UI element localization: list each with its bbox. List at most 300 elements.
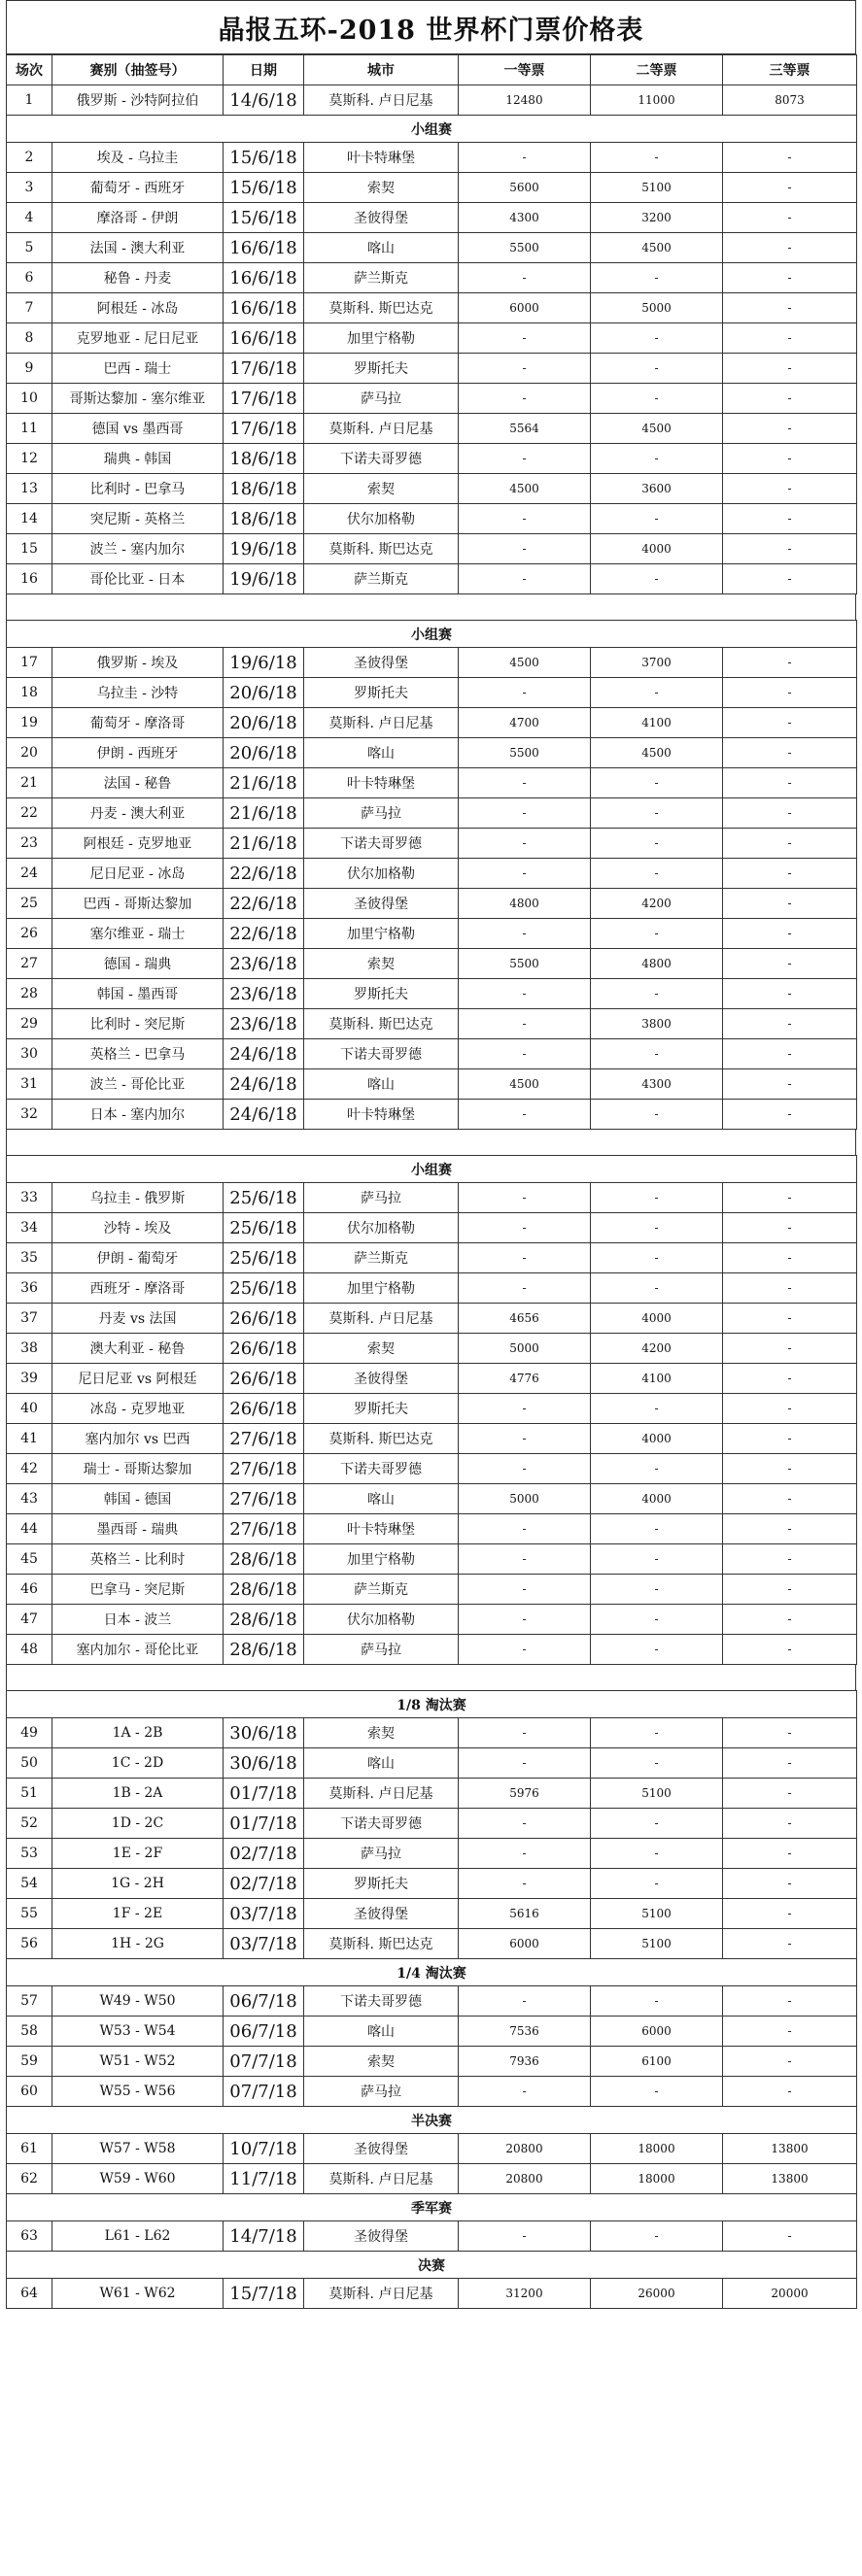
cell-city: 索契 (304, 1334, 459, 1364)
cell-third-class-price: - (723, 859, 857, 889)
cell-second-class-price: - (591, 1394, 723, 1424)
cell-fixture: 葡萄牙 - 摩洛哥 (52, 708, 224, 738)
cell-first-class-price: 4500 (459, 648, 591, 678)
cell-fixture: 俄罗斯 - 沙特阿拉伯 (52, 85, 224, 116)
cell-first-class-price: 12480 (459, 85, 591, 116)
cell-first-class-price: 5976 (459, 1779, 591, 1809)
cell-first-class-price: - (459, 1718, 591, 1748)
section-row (7, 621, 857, 648)
cell-match-number: 44 (7, 1514, 52, 1544)
cell-match-number: 29 (7, 1009, 52, 1039)
table-row (7, 2077, 857, 2107)
column-header-fixture: 赛别（抽签号） (52, 55, 224, 85)
cell-city: 莫斯科. 斯巴达克 (304, 534, 459, 564)
cell-date: 10/7/18 (224, 2134, 304, 2164)
cell-city: 叶卡特琳堡 (304, 143, 459, 173)
cell-third-class-price: - (723, 738, 857, 768)
cell-date: 15/6/18 (224, 143, 304, 173)
cell-match-number: 19 (7, 708, 52, 738)
cell-match-number: 41 (7, 1424, 52, 1454)
cell-match-number: 30 (7, 1039, 52, 1069)
table-row (7, 1986, 857, 2017)
cell-date: 07/7/18 (224, 2077, 304, 2107)
column-header-match-number: 场次 (7, 55, 52, 85)
cell-second-class-price: - (591, 1273, 723, 1304)
table-row (7, 1424, 857, 1454)
cell-fixture: 尼日尼亚 - 冰岛 (52, 859, 224, 889)
cell-second-class-price: - (591, 1514, 723, 1544)
cell-first-class-price: - (459, 1514, 591, 1544)
page-title: 晶报五环-2018 世界杯门票价格表 (6, 0, 856, 54)
cell-date: 19/6/18 (224, 648, 304, 678)
cell-city: 罗斯托夫 (304, 354, 459, 384)
cell-first-class-price: 5000 (459, 1484, 591, 1514)
cell-third-class-price: - (723, 534, 857, 564)
cell-city: 圣彼得堡 (304, 648, 459, 678)
cell-match-number: 49 (7, 1718, 52, 1748)
cell-date: 27/6/18 (224, 1484, 304, 1514)
cell-second-class-price: - (591, 2221, 723, 2252)
cell-date: 01/7/18 (224, 1809, 304, 1839)
cell-second-class-price: 3700 (591, 648, 723, 678)
column-header-second-class-price: 二等票 (591, 55, 723, 85)
cell-first-class-price: - (459, 1424, 591, 1454)
cell-match-number: 17 (7, 648, 52, 678)
cell-first-class-price: - (459, 564, 591, 594)
cell-fixture: 1A - 2B (52, 1718, 224, 1748)
cell-first-class-price: - (459, 1575, 591, 1605)
cell-third-class-price: - (723, 1100, 857, 1130)
cell-second-class-price: - (591, 504, 723, 534)
cell-date: 30/6/18 (224, 1748, 304, 1779)
table-row (7, 203, 857, 233)
cell-third-class-price: - (723, 708, 857, 738)
table-row (7, 1809, 857, 1839)
cell-date: 28/6/18 (224, 1605, 304, 1635)
cell-fixture: 1C - 2D (52, 1748, 224, 1779)
cell-fixture: 塞内加尔 vs 巴西 (52, 1424, 224, 1454)
cell-city: 莫斯科. 卢日尼基 (304, 1304, 459, 1334)
column-header-city: 城市 (304, 55, 459, 85)
cell-fixture: 秘鲁 - 丹麦 (52, 263, 224, 293)
cell-second-class-price: - (591, 323, 723, 354)
table-row (7, 1394, 857, 1424)
cell-first-class-price: - (459, 384, 591, 414)
cell-city: 叶卡特琳堡 (304, 768, 459, 798)
cell-second-class-price: 4100 (591, 1364, 723, 1394)
cell-match-number: 26 (7, 919, 52, 949)
cell-city: 加里宁格勒 (304, 323, 459, 354)
cell-match-number: 23 (7, 829, 52, 859)
cell-first-class-price: 20800 (459, 2164, 591, 2194)
cell-first-class-price: 31200 (459, 2279, 591, 2309)
cell-date: 06/7/18 (224, 1986, 304, 2017)
cell-city: 萨马拉 (304, 798, 459, 829)
cell-third-class-price: - (723, 1718, 857, 1748)
cell-fixture: 冰岛 - 克罗地亚 (52, 1394, 224, 1424)
cell-date: 19/6/18 (224, 564, 304, 594)
cell-first-class-price: - (459, 143, 591, 173)
cell-second-class-price: - (591, 1869, 723, 1899)
cell-first-class-price: 4500 (459, 474, 591, 504)
table-row (7, 323, 857, 354)
cell-city: 喀山 (304, 2017, 459, 2047)
cell-third-class-price: - (723, 1514, 857, 1544)
cell-second-class-price: 4300 (591, 1069, 723, 1100)
cell-city: 圣彼得堡 (304, 889, 459, 919)
cell-fixture: 德国 - 瑞典 (52, 949, 224, 979)
cell-fixture: 巴拿马 - 突尼斯 (52, 1575, 224, 1605)
cell-match-number: 21 (7, 768, 52, 798)
cell-third-class-price: - (723, 2221, 857, 2252)
cell-date: 30/6/18 (224, 1718, 304, 1748)
table-row (7, 233, 857, 263)
cell-first-class-price: 5600 (459, 173, 591, 203)
cell-first-class-price: 4700 (459, 708, 591, 738)
cell-date: 21/6/18 (224, 798, 304, 829)
cell-first-class-price: 6000 (459, 293, 591, 323)
price-tables (6, 54, 856, 2309)
cell-second-class-price: - (591, 564, 723, 594)
section-row (7, 2194, 857, 2221)
cell-city: 加里宁格勒 (304, 1544, 459, 1575)
cell-first-class-price: - (459, 1243, 591, 1273)
cell-match-number: 15 (7, 534, 52, 564)
cell-second-class-price: - (591, 263, 723, 293)
cell-fixture: 伊朗 - 西班牙 (52, 738, 224, 768)
cell-date: 27/6/18 (224, 1454, 304, 1484)
cell-first-class-price: 5000 (459, 1334, 591, 1364)
cell-second-class-price: 3800 (591, 1009, 723, 1039)
cell-city: 伏尔加格勒 (304, 859, 459, 889)
cell-match-number: 8 (7, 323, 52, 354)
cell-second-class-price: - (591, 444, 723, 474)
section-row (7, 1959, 857, 1986)
cell-city: 莫斯科. 卢日尼基 (304, 414, 459, 444)
cell-fixture: W55 - W56 (52, 2077, 224, 2107)
cell-third-class-price: - (723, 1839, 857, 1869)
cell-third-class-price: - (723, 768, 857, 798)
cell-city: 下诺夫哥罗德 (304, 1039, 459, 1069)
cell-third-class-price: - (723, 1605, 857, 1635)
cell-city: 圣彼得堡 (304, 2221, 459, 2252)
cell-city: 莫斯科. 卢日尼基 (304, 1779, 459, 1809)
cell-third-class-price: - (723, 1394, 857, 1424)
cell-match-number: 12 (7, 444, 52, 474)
price-table (6, 1155, 857, 1665)
cell-second-class-price: 4100 (591, 708, 723, 738)
cell-second-class-price: 3200 (591, 203, 723, 233)
cell-city: 加里宁格勒 (304, 919, 459, 949)
cell-second-class-price: - (591, 1100, 723, 1130)
cell-match-number: 22 (7, 798, 52, 829)
cell-city: 喀山 (304, 1069, 459, 1100)
cell-fixture: 韩国 - 德国 (52, 1484, 224, 1514)
cell-city: 伏尔加格勒 (304, 1605, 459, 1635)
cell-first-class-price: 5500 (459, 738, 591, 768)
cell-fixture: 俄罗斯 - 埃及 (52, 648, 224, 678)
cell-fixture: 乌拉圭 - 沙特 (52, 678, 224, 708)
cell-match-number: 46 (7, 1575, 52, 1605)
cell-date: 02/7/18 (224, 1839, 304, 1869)
cell-date: 15/7/18 (224, 2279, 304, 2309)
cell-city: 萨兰斯克 (304, 1575, 459, 1605)
cell-fixture: 尼日尼亚 vs 阿根廷 (52, 1364, 224, 1394)
cell-city: 莫斯科. 斯巴达克 (304, 293, 459, 323)
section-title: 季军赛 (7, 2194, 857, 2221)
table-row (7, 1929, 857, 1959)
table-row (7, 2134, 857, 2164)
cell-city: 索契 (304, 949, 459, 979)
cell-fixture: 法国 - 澳大利亚 (52, 233, 224, 263)
cell-match-number: 54 (7, 1869, 52, 1899)
cell-match-number: 25 (7, 889, 52, 919)
cell-fixture: W59 - W60 (52, 2164, 224, 2194)
cell-date: 27/6/18 (224, 1424, 304, 1454)
cell-match-number: 31 (7, 1069, 52, 1100)
cell-fixture: 韩国 - 墨西哥 (52, 979, 224, 1009)
cell-fixture: 波兰 - 塞内加尔 (52, 534, 224, 564)
section-row (7, 2252, 857, 2279)
section-row (7, 1156, 857, 1183)
table-row (7, 648, 857, 678)
cell-match-number: 10 (7, 384, 52, 414)
table-row (7, 534, 857, 564)
cell-fixture: 乌拉圭 - 俄罗斯 (52, 1183, 224, 1213)
cell-first-class-price: 7936 (459, 2047, 591, 2077)
table-row (7, 1213, 857, 1243)
table-row (7, 1069, 857, 1100)
cell-date: 17/6/18 (224, 384, 304, 414)
table-row (7, 1779, 857, 1809)
cell-date: 15/6/18 (224, 203, 304, 233)
cell-city: 罗斯托夫 (304, 979, 459, 1009)
cell-first-class-price: - (459, 1635, 591, 1665)
cell-third-class-price: - (723, 564, 857, 594)
cell-match-number: 51 (7, 1779, 52, 1809)
cell-fixture: 巴西 - 瑞士 (52, 354, 224, 384)
cell-date: 23/6/18 (224, 979, 304, 1009)
cell-fixture: 埃及 - 乌拉圭 (52, 143, 224, 173)
cell-first-class-price: 7536 (459, 2017, 591, 2047)
section-title: 决赛 (7, 2252, 857, 2279)
cell-date: 22/6/18 (224, 859, 304, 889)
cell-fixture: L61 - L62 (52, 2221, 224, 2252)
cell-date: 18/6/18 (224, 444, 304, 474)
section-title: 小组赛 (7, 1156, 857, 1183)
cell-first-class-price: - (459, 504, 591, 534)
cell-date: 18/6/18 (224, 474, 304, 504)
cell-city: 喀山 (304, 1748, 459, 1779)
cell-third-class-price: - (723, 889, 857, 919)
cell-date: 28/6/18 (224, 1544, 304, 1575)
cell-second-class-price: 4500 (591, 738, 723, 768)
cell-first-class-price: 4500 (459, 1069, 591, 1100)
cell-city: 萨兰斯克 (304, 1243, 459, 1273)
table-row (7, 1183, 857, 1213)
cell-second-class-price: 4800 (591, 949, 723, 979)
table-row (7, 2017, 857, 2047)
cell-date: 20/6/18 (224, 738, 304, 768)
table-row (7, 1100, 857, 1130)
table-row (7, 1575, 857, 1605)
cell-fixture: 克罗地亚 - 尼日尼亚 (52, 323, 224, 354)
section-row (7, 2107, 857, 2134)
cell-first-class-price: - (459, 1394, 591, 1424)
cell-fixture: 丹麦 vs 法国 (52, 1304, 224, 1334)
cell-city: 下诺夫哥罗德 (304, 829, 459, 859)
cell-match-number: 33 (7, 1183, 52, 1213)
cell-match-number: 20 (7, 738, 52, 768)
cell-date: 14/6/18 (224, 85, 304, 116)
cell-match-number: 50 (7, 1748, 52, 1779)
cell-third-class-price: 13800 (723, 2134, 857, 2164)
cell-second-class-price: - (591, 1575, 723, 1605)
table-row (7, 1304, 857, 1334)
cell-date: 06/7/18 (224, 2017, 304, 2047)
table-row (7, 738, 857, 768)
cell-city: 叶卡特琳堡 (304, 1514, 459, 1544)
cell-first-class-price: - (459, 678, 591, 708)
table-row (7, 354, 857, 384)
cell-date: 25/6/18 (224, 1183, 304, 1213)
cell-third-class-price: - (723, 1635, 857, 1665)
cell-first-class-price: - (459, 444, 591, 474)
cell-second-class-price: 6100 (591, 2047, 723, 2077)
cell-first-class-price: - (459, 979, 591, 1009)
table-row (7, 1514, 857, 1544)
cell-fixture: 摩洛哥 - 伊朗 (52, 203, 224, 233)
cell-fixture: 墨西哥 - 瑞典 (52, 1514, 224, 1544)
cell-match-number: 59 (7, 2047, 52, 2077)
cell-fixture: W57 - W58 (52, 2134, 224, 2164)
cell-city: 萨马拉 (304, 384, 459, 414)
cell-fixture: 塞尔维亚 - 瑞士 (52, 919, 224, 949)
cell-match-number: 36 (7, 1273, 52, 1304)
cell-first-class-price: 6000 (459, 1929, 591, 1959)
table-row (7, 1009, 857, 1039)
cell-third-class-price: - (723, 354, 857, 384)
cell-date: 07/7/18 (224, 2047, 304, 2077)
cell-first-class-price: 4776 (459, 1364, 591, 1394)
ticket-price-sheet (6, 0, 856, 2309)
cell-first-class-price: - (459, 768, 591, 798)
cell-first-class-price: - (459, 1809, 591, 1839)
cell-second-class-price: 5100 (591, 173, 723, 203)
cell-fixture: 1F - 2E (52, 1899, 224, 1929)
cell-second-class-price: - (591, 1635, 723, 1665)
cell-date: 19/6/18 (224, 534, 304, 564)
cell-third-class-price: - (723, 1484, 857, 1514)
table-row (7, 1334, 857, 1364)
cell-third-class-price: - (723, 203, 857, 233)
cell-first-class-price: 5500 (459, 949, 591, 979)
cell-first-class-price: - (459, 1986, 591, 2017)
cell-third-class-price: 20000 (723, 2279, 857, 2309)
cell-second-class-price: - (591, 1454, 723, 1484)
cell-second-class-price: - (591, 919, 723, 949)
cell-third-class-price: - (723, 829, 857, 859)
cell-third-class-price: - (723, 2077, 857, 2107)
cell-date: 02/7/18 (224, 1869, 304, 1899)
cell-city: 莫斯科. 卢日尼基 (304, 85, 459, 116)
cell-second-class-price: 4500 (591, 414, 723, 444)
column-header-date: 日期 (224, 55, 304, 85)
cell-fixture: 沙特 - 埃及 (52, 1213, 224, 1243)
cell-third-class-price: - (723, 2017, 857, 2047)
cell-first-class-price: - (459, 1454, 591, 1484)
cell-second-class-price: - (591, 768, 723, 798)
cell-city: 圣彼得堡 (304, 203, 459, 233)
cell-match-number: 39 (7, 1364, 52, 1394)
cell-third-class-price: - (723, 1273, 857, 1304)
price-table (6, 620, 857, 1130)
cell-third-class-price: - (723, 1899, 857, 1929)
table-row (7, 2047, 857, 2077)
price-table (6, 54, 857, 594)
cell-first-class-price: - (459, 1009, 591, 1039)
cell-match-number: 28 (7, 979, 52, 1009)
table-row (7, 2221, 857, 2252)
cell-third-class-price: - (723, 1334, 857, 1364)
cell-second-class-price: - (591, 979, 723, 1009)
cell-third-class-price: - (723, 143, 857, 173)
table-gap (6, 1130, 856, 1155)
cell-fixture: 英格兰 - 巴拿马 (52, 1039, 224, 1069)
column-header-third-class-price: 三等票 (723, 55, 857, 85)
cell-third-class-price: - (723, 1809, 857, 1839)
cell-match-number: 6 (7, 263, 52, 293)
cell-city: 圣彼得堡 (304, 1364, 459, 1394)
section-title: 小组赛 (7, 116, 857, 143)
cell-second-class-price: 5100 (591, 1929, 723, 1959)
cell-second-class-price: - (591, 1243, 723, 1273)
cell-first-class-price: 4800 (459, 889, 591, 919)
cell-date: 24/6/18 (224, 1100, 304, 1130)
cell-third-class-price: - (723, 1779, 857, 1809)
cell-second-class-price: 6000 (591, 2017, 723, 2047)
cell-fixture: 哥斯达黎加 - 塞尔维亚 (52, 384, 224, 414)
section-title: 1/8 淘汰赛 (7, 1691, 857, 1718)
table-row (7, 708, 857, 738)
cell-third-class-price: - (723, 293, 857, 323)
cell-date: 22/6/18 (224, 889, 304, 919)
cell-date: 15/6/18 (224, 173, 304, 203)
cell-second-class-price: - (591, 1986, 723, 2017)
cell-first-class-price: 4656 (459, 1304, 591, 1334)
cell-third-class-price: - (723, 1454, 857, 1484)
cell-city: 莫斯科. 斯巴达克 (304, 1424, 459, 1454)
cell-date: 03/7/18 (224, 1899, 304, 1929)
table-row (7, 1869, 857, 1899)
cell-city: 加里宁格勒 (304, 1273, 459, 1304)
table-row (7, 1273, 857, 1304)
table-row (7, 768, 857, 798)
cell-fixture: 英格兰 - 比利时 (52, 1544, 224, 1575)
cell-second-class-price: - (591, 1839, 723, 1869)
cell-first-class-price: - (459, 2221, 591, 2252)
table-row (7, 414, 857, 444)
cell-first-class-price: - (459, 1605, 591, 1635)
cell-third-class-price: - (723, 648, 857, 678)
table-row (7, 2164, 857, 2194)
cell-city: 索契 (304, 2047, 459, 2077)
table-row (7, 444, 857, 474)
cell-fixture: 比利时 - 巴拿马 (52, 474, 224, 504)
cell-city: 伏尔加格勒 (304, 1213, 459, 1243)
cell-fixture: 阿根廷 - 冰岛 (52, 293, 224, 323)
price-table (6, 1690, 857, 2309)
